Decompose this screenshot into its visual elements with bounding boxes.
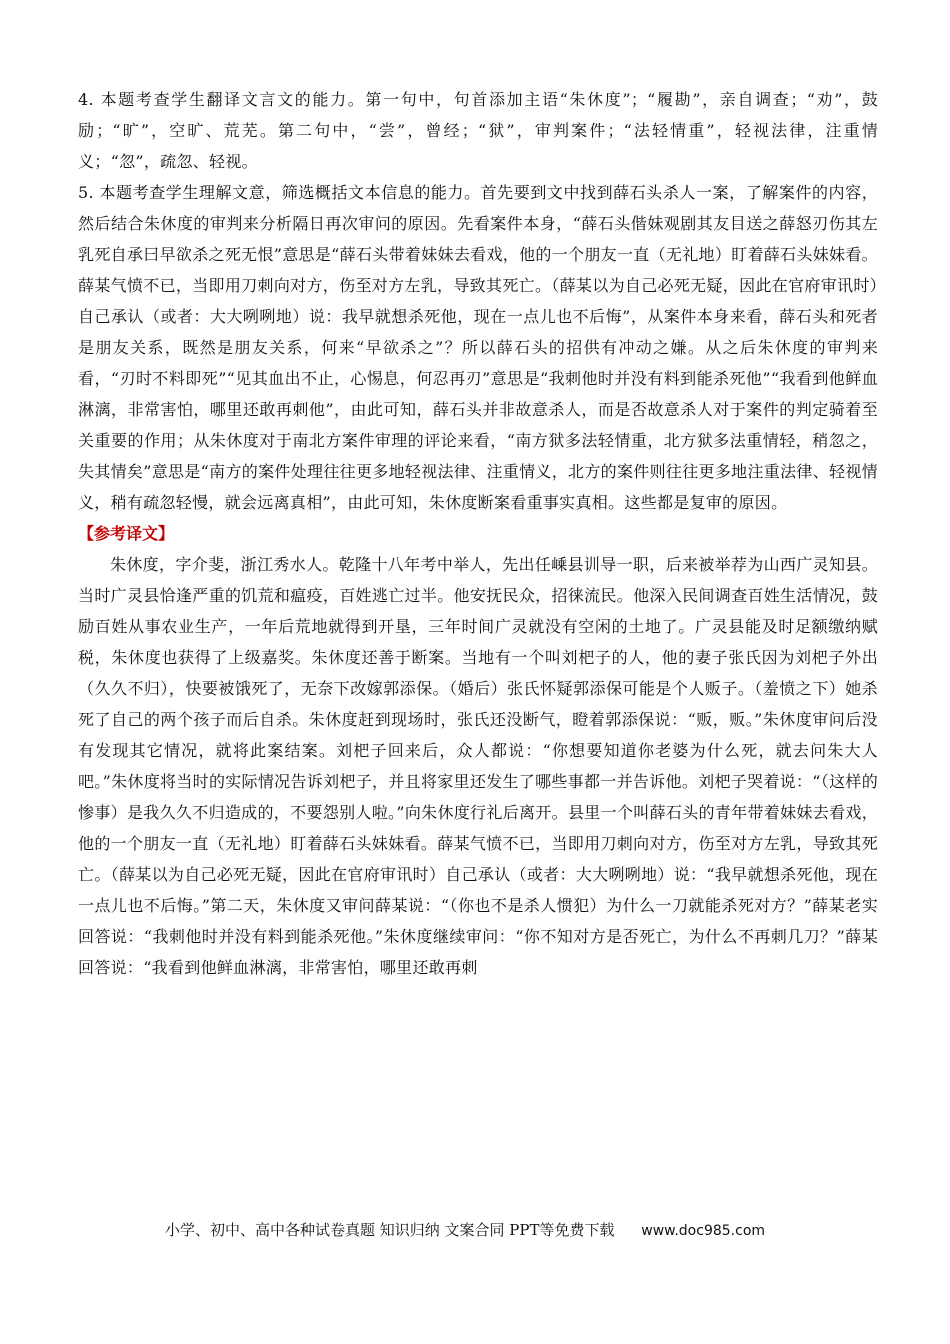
answer-paragraph-4: 4. 本题考查学生翻译文言文的能力。第一句中，句首添加主语“朱休度”；“履勘”，亲自调查；“劝”，鼓励；“旷”，空旷、荒芜。第二句中，“尝”，曾经；“狱”，审判案件；“法轻情重”，轻视法律，注重情义；“忽”，疏忽、轻视。 [78, 90, 878, 171]
reference-translation-text: 朱休度，字介斐，浙江秀水人。乾隆十八年考中举人，先出任嵊县训导一职，后来被举荐为山西广灵知县。当时广灵县恰逢严重的饥荒和瘟疫，百姓逃亡过半。他安抚民众，招徕流民。他深入民间调查百姓生活情况，鼓励百姓从事农业生产，一年后荒地就得到开垦，三年时间广灵就没有空闲的土地了。广灵县能及时足额缴纳赋税，朱休度也获得了上级嘉奖。朱休度还善于断案。当地有一个叫刘杷子的人，他的妻子张氏因为刘杷子外出（久久不归），快要被饿死了，无奈下改嫁郭添保。（婚后）张氏怀疑郭添保可能是个人贩子。（羞愤之下）她杀死了自己的两个孩子而后自杀。朱休度赶到现场时，张氏还没断气，瞪着郭添保说：“贩，贩。”朱休度审问后没有发现其它情况，就将此案结案。刘杷子回来后，众人都说：“你想要知道你老婆为什么死，就去问朱大人吧。”朱休度将当时的实际情况告诉刘杷子，并且将家里还发生了哪些事都一并告诉他。刘杷子哭着说：“（这样的惨事）是我久久不归造成的，不要怨别人啦。”向朱休度行礼后离开。县里一个叫薛石头的青年带着妹妹去看戏，他的一个朋友一直（无礼地）盯着薛石头妹妹看。薛某气愤不已，当即用刀刺向对方，伤至对方左乳，导致其死亡。（薛某以为自己必死无疑，因此在官府审讯时）自己承认（或者：大大咧咧地）说：“我早就想杀死他，现在一点儿也不后悔。”第二天，朱休度又审问薛某说：“（你也不是杀人惯犯）为什么一刀就能杀死对方？”薛某老实回答说：“我刺他时并没有料到能杀死他。”朱休度继续审问：“你不知对方是否死亡，为什么不再刺几刀？”薛某回答说：“我看到他鲜血淋漓，非常害怕，哪里还敢再刺 [78, 555, 878, 977]
reference-translation-heading: 【参考译文】 [78, 524, 175, 543]
footer-url[interactable]: www.doc985.com [641, 1223, 766, 1239]
answer-paragraph-5: 5. 本题考查学生理解文意，筛选概括文本信息的能力。首先要到文中找到薛石头杀人一案，了解案件的内容，然后结合朱休度的审判来分析隔日再次审问的原因。先看案件本身，“薛石头偕妹观剧其友目送之薛怒刃伤其左乳死自承曰早欲杀之死无恨”意思是“薛石头带着妹妹去看戏，他的一个朋友一直（无礼地）盯着薛石头妹妹看。薛某气愤不已，当即用刀刺向对方，伤至对方左乳，导致其死亡。（薛某以为自己必死无疑，因此在官府审讯时）自己承认（或者：大大咧咧地）说：我早就想杀死他，现在一点儿也不后悔”，从案件本身来看，薛石头和死者是朋友关系，既然是朋友关系，何来“早欲杀之”？所以薛石头的招供有冲动之嫌。从之后朱休度的审判来看，“刃时不料即死”“见其血出不止，心惕息，何忍再刃”意思是“我刺他时并没有料到能杀死他”“我看到他鲜血淋漓，非常害怕，哪里还敢再刺他”，由此可知，薛石头并非故意杀人，而是否故意杀人对于案件的判定骑着至关重要的作用；从朱休度对于南北方案件审理的评论来看，“南方狱多法轻情重，北方狱多法重情轻，稍忽之，失其情矣”意思是“南方的案件处理往往更多地轻视法律、注重情义，北方的案件则往往更多地注重法律、轻视情义，稍有疏忽轻慢，就会远离真相”，由此可知，朱休度断案看重事实真相。这些都是复审的原因。 [78, 183, 878, 512]
page-footer [165, 1220, 765, 1241]
footer-text: 小学、初中、高中各种试卷真题 知识归纳 文案合同 PPT等免费下载 [165, 1221, 615, 1239]
document-body [78, 84, 878, 983]
